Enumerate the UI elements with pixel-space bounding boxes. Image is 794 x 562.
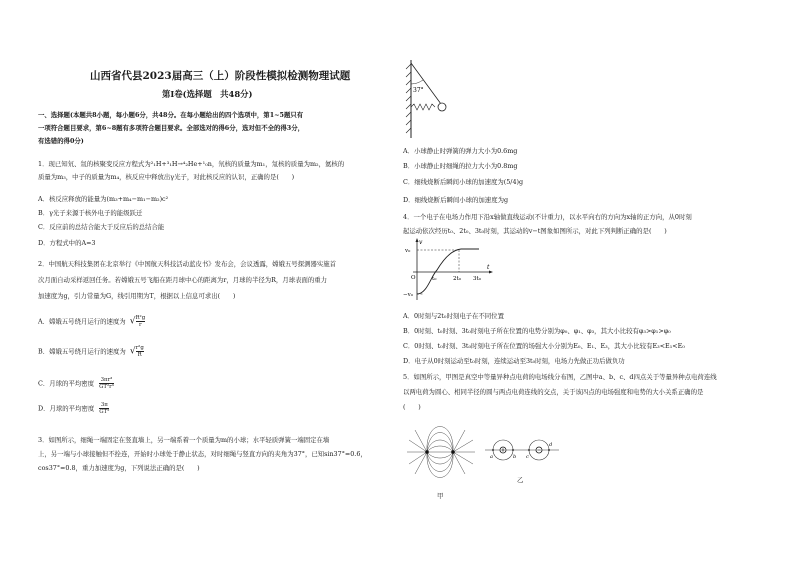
q5-stem-3: ( ) bbox=[403, 403, 421, 411]
instructions-line-3: 有选错的得0分) bbox=[38, 137, 84, 145]
q4-tick-t0: t₀ bbox=[432, 276, 437, 282]
exam-title: 山西省代县2023届高三（上）阶段性模拟检测物理试题 bbox=[90, 70, 351, 82]
q4-ylabel: v bbox=[419, 239, 423, 246]
q5-stem-2: 以两电荷为圆心、相同半径的圆与两点电荷连线的交点，关于该四点的电场强度和电势的大小关系正确的是 bbox=[403, 388, 704, 396]
q5-point-c: c bbox=[526, 454, 529, 460]
q2-option-c-num: 3πr³ bbox=[100, 377, 113, 383]
q2-option-b-den: R bbox=[137, 352, 142, 358]
instructions-line-2: 一项符合题目要求，第6~8题有多项符合题目要求。全部选对的得6分，选对但不全的得3分， bbox=[38, 124, 304, 132]
q5-stem-1: 5．如图所示，甲图是真空中等量异种点电荷的电场线分布图，乙图中a、b、c、d四点关于等量异种点电荷连线 bbox=[403, 373, 717, 381]
q4-option-b: B．0时刻、t₀时刻、3t₀时刻电子所在位置的电势分别为φ₀、φ₁、φ₃，其大小比较有φ₃>φ₁>φ₀ bbox=[403, 327, 671, 335]
q3-option-a: A．小球静止时弹簧的弹力大小为0.6mg bbox=[403, 147, 518, 155]
q2-stem-1: 2．中国航天科技集团在北京举行《中国航天科技活动蓝皮书》发布会，会议透露，嫦娥五号探测器实施首 bbox=[38, 260, 337, 268]
q2-option-d bbox=[38, 402, 109, 415]
q2-option-c-den: GT²r³ bbox=[99, 384, 114, 390]
section-title: 第Ⅰ卷(选择题 共48分) bbox=[162, 89, 253, 99]
q4-tick-v0: v₀ bbox=[405, 248, 411, 254]
q1-option-a: A．核反应释放的能量为(m₃+m₄−m₁−m₂)c² bbox=[38, 195, 169, 203]
q2-option-a-num: R²g bbox=[135, 315, 146, 321]
q1-option-b: B．γ光子来源于核外电子的能级跃迁 bbox=[38, 209, 143, 217]
q3-option-b: B．小球静止时细绳的拉力大小为0.8mg bbox=[403, 162, 518, 170]
q5-figure-jia bbox=[405, 418, 477, 490]
q5-label-jia: 甲 bbox=[437, 492, 444, 500]
q4-tick-neg-v0: −v₀ bbox=[403, 292, 413, 298]
q2-option-b-label: B．嫦娥五号绕月运行的速度为 bbox=[38, 347, 126, 356]
q4-xlabel: t bbox=[487, 264, 490, 271]
q4-option-a: A．0时刻与2t₀时刻电子在不同位置 bbox=[403, 312, 504, 320]
q2-option-a: A．嫦娥五号绕月运行的速度为 √ $\frac{\text{R²g}}{r}$ bbox=[38, 315, 146, 328]
q3-stem-3: cos37°=0.8，重力加速度为g，下列说法正确的是( ) bbox=[38, 464, 200, 472]
q1-stem-2: 质量为m₃，中子的质量为m₄，核反应中释放出γ光子，对此核反应的认识，正确的是( ) bbox=[38, 173, 295, 181]
q2-option-d-num: 3π bbox=[100, 402, 108, 408]
q5-point-b: b bbox=[513, 454, 517, 460]
q3-stem-2: 上，另一端与小球接触但不拴连，开始时小球处于静止状态，对时细绳与竖直方向的夹角为37°，已知sin37°=0.6， bbox=[38, 450, 367, 458]
q5-point-d: d bbox=[549, 442, 553, 448]
q4-tick-2t0: 2t₀ bbox=[453, 276, 461, 282]
q3-stem-1: 3．如图所示，细绳一端固定在竖直墙上，另一端系着一个质量为m的小球；水平轻质弹簧一端固定在墙 bbox=[38, 436, 330, 444]
q3-option-d: D．细线烧断后瞬间小球的加速度为g bbox=[403, 196, 509, 204]
q2-option-c-label: C．月球的平均密度 bbox=[38, 379, 95, 388]
q3-figure bbox=[403, 58, 463, 140]
q5-point-a: a bbox=[490, 454, 493, 460]
q5-label-yi: 乙 bbox=[517, 476, 524, 484]
q2-option-b: B．嫦娥五号绕月运行的速度为 √ $\frac{\text{r²g}}{R}$ bbox=[38, 345, 144, 358]
q2-option-a-label: A．嫦娥五号绕月运行的速度为 bbox=[38, 317, 126, 326]
q4-vt-graph bbox=[403, 236, 495, 304]
q4-stem-2: 起运动依次经历t₀、2t₀、3t₀时刻，其运动的v−t图象如图所示，对此下列判断正确的是( ) bbox=[403, 227, 667, 235]
q4-option-d: D．电子从0时刻运动至t₀时刻，连续运动至3t₀时刻，电场力先做正功后做负功 bbox=[403, 357, 625, 365]
q2-option-a-den: r bbox=[139, 322, 142, 328]
q2-stem-2: 次月面自动采样返回任务。若嫦娥五号飞船在距月球中心的距离为r，月球的半径为R，月球表面的重力 bbox=[38, 276, 328, 284]
q2-option-b-num: r²g bbox=[135, 345, 144, 351]
q4-option-c: C．0时刻、t₀时刻、3t₀时刻电子所在位置的场强大小分别为E₀、E₁、E₃，其大小比较有E₃<E₁<E₀ bbox=[403, 342, 685, 350]
q2-stem-3: 加速度为g，引力常量为G，线引用期为T，根据以上信息可求出( ) bbox=[38, 292, 236, 300]
q3-option-c: C．细线烧断后瞬间小球的加速度为(5/4)g bbox=[403, 178, 524, 186]
q2-option-c bbox=[38, 377, 114, 390]
q4-tick-3t0: 3t₀ bbox=[473, 276, 481, 282]
q4-stem-1: 4．一个电子在电场力作用下沿x轴做直线运动(不计重力)，以水平向右的方向为x轴的正方向，从0时刻 bbox=[403, 213, 692, 221]
instructions-line-1: 一、选择题(本题共8小题，每小题6分，共48分。在每小题给出的四个选项中，第1~5题只有 bbox=[38, 111, 304, 119]
q4-tick-origin: O bbox=[411, 275, 416, 281]
q1-option-c: C．反应前的总结合能大于反应后的总结合能 bbox=[38, 223, 165, 231]
q1-option-d: D．方程式中的A=3 bbox=[38, 239, 96, 247]
q2-option-d-den: GT² bbox=[99, 409, 110, 415]
q1-stem-1: 1．现已知氘、氚的核聚变反应方程式为²₁H+³₁H→⁴₂He+¹₀n，氘核的质量为m₁，氚核的质量为m₂，氦核的 bbox=[38, 160, 345, 168]
q2-option-d-label: D．月球的平均密度 bbox=[38, 404, 95, 413]
q5-figure-yi bbox=[483, 432, 561, 468]
q3-angle-label: 37° bbox=[413, 87, 424, 94]
